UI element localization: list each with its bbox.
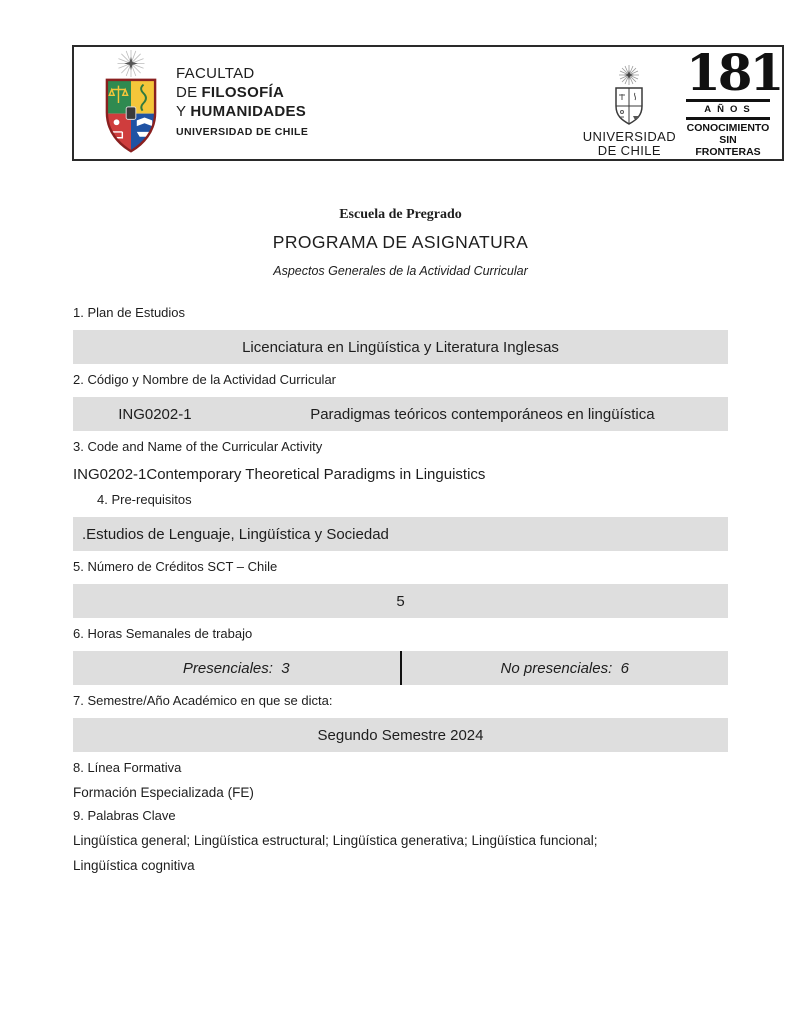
faculty-name-line1: FACULTAD bbox=[176, 65, 255, 82]
university-shield-icon bbox=[605, 64, 653, 128]
section-label-codigo-nombre: 2. Código y Nombre de la Actividad Curricular bbox=[73, 372, 337, 387]
school-name: Escuela de Pregrado bbox=[339, 207, 462, 222]
section-label-horas-semanales: 6. Horas Semanales de trabajo bbox=[73, 626, 253, 641]
code-name-en-row bbox=[73, 464, 728, 484]
faculty-name-line2: DE FILOSOFÍA bbox=[176, 84, 285, 101]
faculty-logo bbox=[100, 49, 308, 157]
anniversary-rule-bottom bbox=[686, 117, 770, 120]
section-label-plan-estudios: 1. Plan de Estudios bbox=[73, 305, 186, 320]
codigo-nombre-row bbox=[73, 397, 728, 431]
course-code: ING0202-1 bbox=[118, 405, 192, 423]
band-horas-semanales bbox=[73, 651, 728, 685]
header-logos-box bbox=[72, 42, 784, 161]
semestre-value: Segundo Semestre 2024 bbox=[317, 726, 484, 744]
anniversary-logo bbox=[686, 42, 782, 158]
university-name bbox=[583, 130, 676, 158]
section-label-linea-formativa: 8. Línea Formativa bbox=[73, 760, 182, 775]
section-label-semestre: 7. Semestre/Año Académico en que se dicta: bbox=[73, 693, 333, 708]
document-subtitle: Aspectos Generales de la Actividad Curricular bbox=[273, 264, 528, 278]
band-semestre bbox=[73, 718, 728, 752]
horas-presenciales: Presenciales: 3 bbox=[182, 659, 290, 677]
section-label-creditos: 5. Número de Créditos SCT – Chile bbox=[73, 559, 278, 574]
anniversary-slogan-line1: CONOCIMIENTO bbox=[686, 121, 770, 134]
prerequisitos-value: .Estudios de Lenguaje, Lingüística y Sociedad bbox=[82, 525, 389, 543]
band-prerequisitos bbox=[73, 517, 728, 551]
plan-estudios-value: Licenciatura en Lingüística y Literatura Inglesas bbox=[242, 338, 559, 356]
anniversary-years-label: AÑOS bbox=[704, 103, 756, 115]
band-creditos bbox=[73, 584, 728, 618]
faculty-name-block bbox=[176, 64, 308, 142]
faculty-name-line3: Y HUMANIDADES bbox=[176, 103, 307, 120]
title-block bbox=[73, 207, 728, 278]
palabras-clave-line1: Lingüística general; Lingüística estructural; Lingüística generativa; Lingüística funcional; bbox=[73, 833, 598, 848]
section-label-palabras-clave: 9. Palabras Clave bbox=[73, 808, 176, 823]
course-name: Paradigmas teóricos contemporáneos en lingüística bbox=[310, 405, 655, 423]
anniversary-number: 181 bbox=[686, 42, 782, 102]
band-codigo-nombre bbox=[73, 397, 728, 431]
anniversary-slogan-line2: SIN FRONTERAS bbox=[695, 133, 761, 158]
anniversary-slogan bbox=[686, 122, 770, 158]
creditos-value: 5 bbox=[396, 592, 405, 610]
course-code-en: ING0202-1 bbox=[73, 465, 147, 483]
university-name-line1: UNIVERSIDAD bbox=[582, 128, 676, 144]
university-logo bbox=[583, 64, 676, 158]
faculty-shield-icon bbox=[100, 49, 162, 157]
palabras-clave-line2: Lingüística cognitiva bbox=[73, 858, 195, 873]
band-plan-estudios bbox=[73, 330, 728, 364]
course-name-en: Contemporary Theoretical Paradigms in Linguistics bbox=[146, 465, 486, 483]
document-title: PROGRAMA DE ASIGNATURA bbox=[272, 232, 529, 252]
section-label-code-name-en: 3. Code and Name of the Curricular Activity bbox=[73, 439, 323, 454]
horas-no-presenciales: No presenciales: 6 bbox=[500, 659, 629, 677]
linea-formativa-value: Formación Especializada (FE) bbox=[73, 785, 254, 800]
university-name-line2: DE CHILE bbox=[597, 142, 661, 158]
university-logo-group bbox=[582, 42, 782, 158]
faculty-university-line: UNIVERSIDAD DE CHILE bbox=[176, 126, 309, 138]
document-content bbox=[73, 207, 728, 883]
section-label-prerequisitos: 4. Pre-requisitos bbox=[97, 492, 192, 507]
